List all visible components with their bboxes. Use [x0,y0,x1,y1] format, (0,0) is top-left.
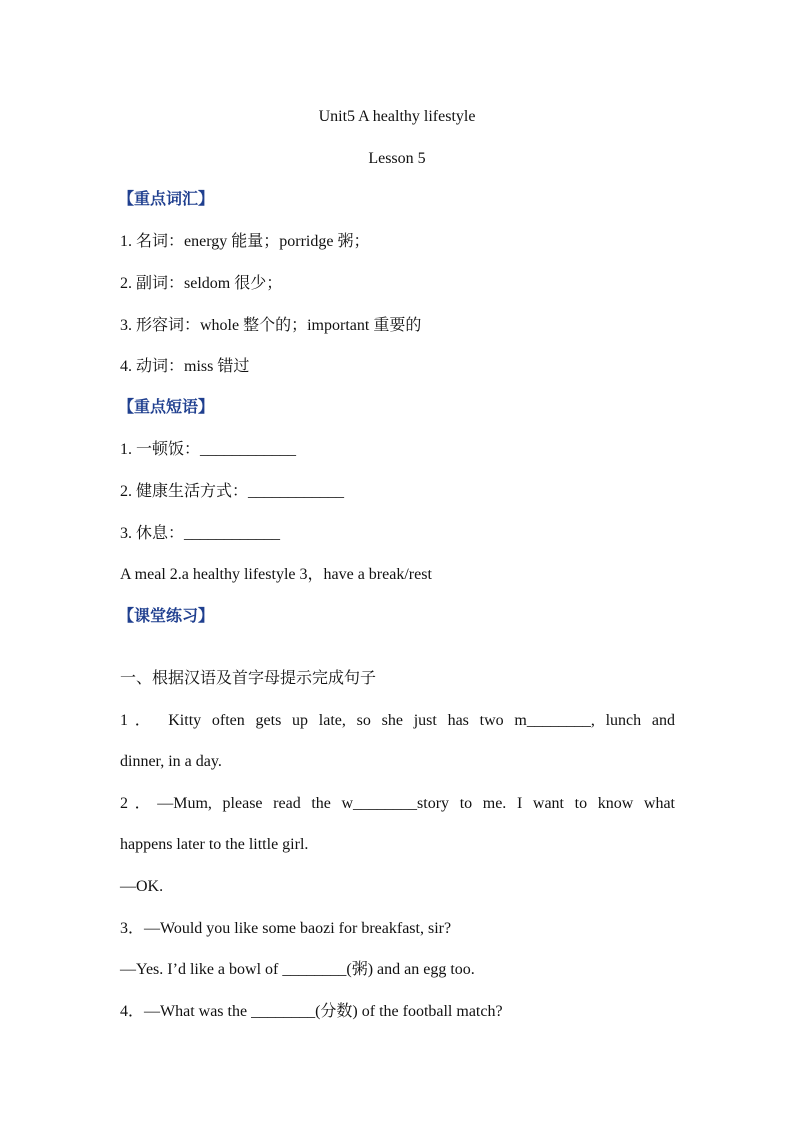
exercise-2-reply: —OK. [120,878,164,895]
exercise-2-line-2: happens later to the little girl. [120,836,309,853]
phrase-answers: A meal 2.a healthy lifestyle 3，have a break/rest [120,566,432,583]
exercise-4-question: 4．—What was the ________(分数) of the football match? [120,1003,503,1020]
vocab-item-adjectives: 3. 形容词：whole 整个的；important 重要的 [120,317,422,334]
vocab-heading: 【重点词汇】 [118,191,215,208]
phrase-item-meal: 1. 一顿饭：____________ [120,441,297,458]
phrase-item-rest: 3. 休息：____________ [120,525,281,542]
lesson-title: Lesson 5 [368,150,426,167]
vocab-item-verbs: 4. 动词：miss 错过 [120,358,250,375]
vocab-item-adverbs: 2. 副词：seldom 很少； [120,275,283,292]
document-title: Unit5 A healthy lifestyle [318,108,476,125]
practice-heading: 【课堂练习】 [118,608,215,625]
exercise-1-line-1: 1． Kitty often gets up late, so she just has two m________, lunch and [120,712,675,729]
phrases-heading: 【重点短语】 [118,399,215,416]
exercise-1-line-2: dinner, in a day. [120,753,222,770]
exercise-3-question: 3．—Would you like some baozi for breakfast, sir? [120,920,452,937]
exercise-3-reply: —Yes. I’d like a bowl of ________(粥) and an egg too. [120,961,475,978]
vocab-item-nouns: 1. 名词：energy 能量；porridge 粥； [120,233,370,250]
practice-section-title: 一、根据汉语及首字母提示完成句子 [120,670,377,687]
exercise-2-line-1: 2．—Mum, please read the w________story to me. I want to know what [120,795,675,812]
phrase-item-lifestyle: 2. 健康生活方式：____________ [120,483,345,500]
